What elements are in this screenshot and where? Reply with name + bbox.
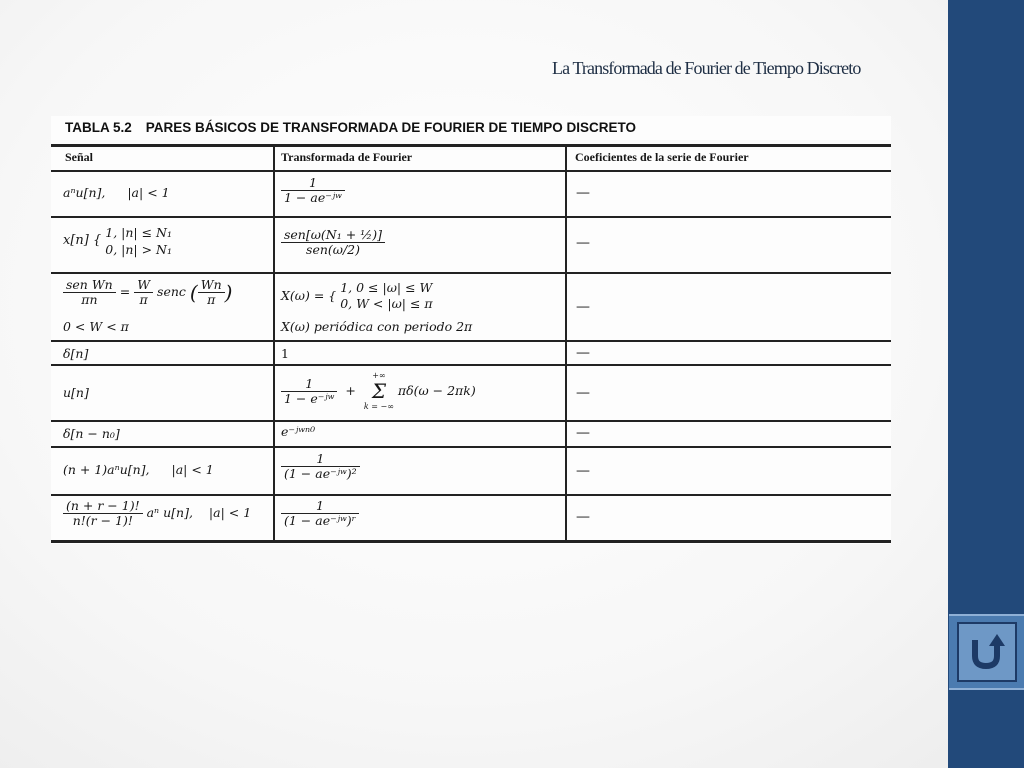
row3-transform — [281, 280, 433, 312]
row2-transform — [281, 228, 385, 257]
rule-bottom — [51, 540, 891, 543]
row3-condition: 0 < W < π — [63, 319, 129, 334]
rule — [51, 364, 891, 366]
row5-signal: u[n] — [63, 385, 89, 400]
row7-transform — [281, 452, 360, 481]
rule-top — [51, 144, 891, 147]
row8-signal — [63, 499, 251, 528]
return-button-frame — [957, 622, 1017, 682]
row4-signal: δ[n] — [63, 346, 89, 361]
row5-sum-top: +∞ — [372, 371, 386, 380]
rule — [51, 216, 891, 218]
row2-ft-den: sen(ω/2) — [306, 242, 361, 257]
rule — [51, 420, 891, 422]
rule — [51, 446, 891, 448]
row5-ft-num: 1 — [281, 377, 337, 392]
row7-ft-den: (1 − ae⁻ʲʷ)² — [284, 466, 357, 481]
row3-ft-note: X(ω) periódica con periodo 2π — [281, 319, 473, 334]
rule — [51, 340, 891, 342]
return-button[interactable] — [949, 614, 1024, 690]
table-caption — [65, 120, 636, 135]
row5-sum-bottom: k = −∞ — [363, 402, 394, 411]
row3-senc: senc — [157, 284, 186, 299]
rule-header — [51, 170, 891, 172]
u-turn-return-icon — [965, 630, 1009, 674]
row8-ft-den: (1 − ae⁻ʲʷ)ʳ — [284, 513, 356, 528]
row1-ft-num: 1 — [281, 176, 345, 191]
row3-ft-lhs: X(ω) = { — [281, 288, 337, 303]
row3-den2: π — [139, 292, 148, 307]
row3-ft-case2: 0, W < |ω| ≤ π — [340, 296, 433, 311]
slide-title: La Transformada de Fourier de Tiempo Discreto — [552, 58, 861, 78]
row3-coef: — — [576, 299, 590, 315]
row8-coef: — — [576, 509, 590, 525]
header-coefficients: Coeficientes de la serie de Fourier — [575, 150, 749, 164]
row8-transform — [281, 499, 359, 528]
row2-signal-lhs: x[n] { — [63, 233, 102, 248]
row5-sum-symbol: Σ — [371, 379, 386, 403]
row3-ft-case1: 1, 0 ≤ |ω| ≤ W — [340, 280, 433, 295]
row6-coef: — — [576, 425, 590, 441]
row6-transform: e⁻ʲʷⁿ⁰ — [281, 424, 316, 439]
row7-signal — [63, 463, 214, 477]
row2-signal — [63, 224, 172, 258]
row1-signal — [63, 186, 170, 200]
row7-coef: — — [576, 463, 590, 479]
row3-signal: $\frac{\text{sen Wn}}{\pi n}$ = $\frac{W}{\pi}$ senc ( $\frac{Wn}{\pi}$ ) — [63, 278, 232, 307]
row6-signal: δ[n − n₀] — [63, 426, 120, 441]
header-signal: Señal — [65, 150, 94, 164]
row5-ft-term: πδ(ω − 2πk) — [397, 383, 476, 398]
row5-ft-den: 1 − e⁻ʲʷ — [284, 390, 335, 406]
table-caption-text: PARES BÁSICOS DE TRANSFORMADA DE FOURIER DE TIEMPO DISCRETO — [145, 120, 637, 135]
row7-signal-expr: (n + 1)aⁿu[n], — [63, 462, 150, 477]
row1-coef: — — [576, 185, 590, 201]
row8-den: n!(r − 1)! — [72, 513, 133, 528]
row8-signal-expr: aⁿ u[n], — [146, 505, 193, 520]
row3-num2: W — [134, 278, 153, 293]
row5-ft-plus: + — [345, 382, 356, 398]
row1-signal-expr: aⁿu[n], — [63, 185, 106, 200]
table-caption-number: TABLA 5.2 — [65, 120, 132, 135]
row8-ft-num: 1 — [281, 499, 359, 514]
row1-transform — [281, 176, 345, 205]
column-divider — [565, 144, 567, 542]
row7-signal-cond: |a| < 1 — [171, 462, 214, 477]
column-divider — [273, 144, 275, 542]
row3-equals: = — [119, 284, 131, 299]
row2-ft-num: sen[ω(N₁ + ½)] — [281, 228, 385, 243]
row3-den3: π — [207, 292, 216, 307]
row3-num1: sen Wn — [63, 278, 116, 293]
row3-den1: πn — [81, 292, 98, 307]
fourier-table — [51, 116, 891, 544]
row1-signal-cond: |a| < 1 — [127, 185, 170, 200]
row7-ft-num: 1 — [281, 452, 360, 467]
header-transform: Transformada de Fourier — [281, 150, 413, 164]
row2-case2: 0, |n| > N₁ — [105, 242, 172, 257]
rule — [51, 272, 891, 274]
row4-coef: — — [576, 345, 590, 361]
row4-transform: 1 — [281, 346, 289, 361]
rule — [51, 494, 891, 496]
row8-num: (n + r − 1)! — [63, 499, 143, 514]
row3-num3: Wn — [198, 278, 225, 293]
row1-ft-den: 1 − ae⁻ʲʷ — [284, 190, 342, 205]
row2-case1: 1, |n| ≤ N₁ — [105, 225, 172, 240]
row5-coef: — — [576, 385, 590, 401]
row2-coef: — — [576, 235, 590, 251]
row8-signal-cond: |a| < 1 — [208, 505, 252, 520]
row5-transform — [281, 370, 476, 412]
